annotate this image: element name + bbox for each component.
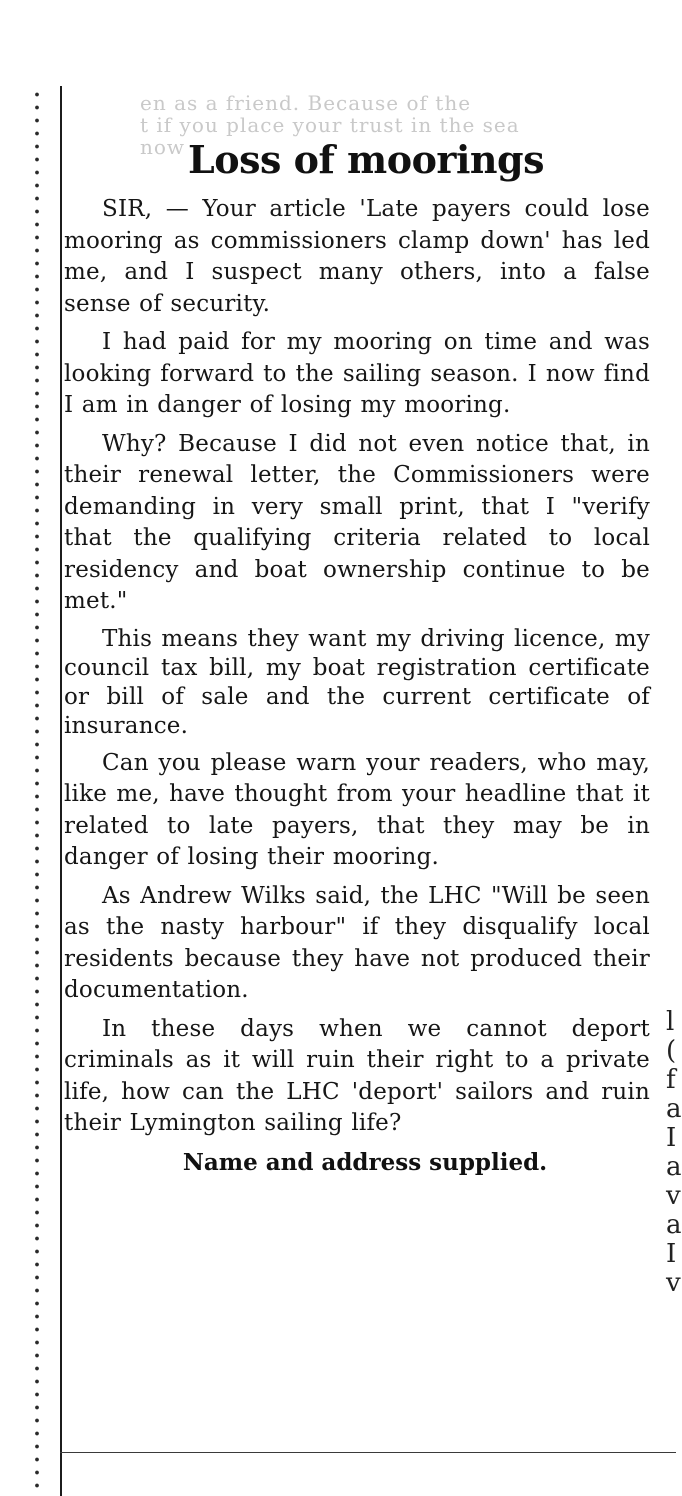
fragment-letter: I [666, 1239, 677, 1269]
fragment-letter: f [666, 1065, 676, 1095]
letter-paragraph-3: Why? Because I did not even notice that, in their renewal letter, the Commissioners were demanding in very small print, that I "verify that the qualifying criteria related to local residency and boat ownership continue to be met." [64, 430, 650, 614]
fragment-letter: a [666, 1210, 682, 1240]
fragment-letter: a [666, 1152, 682, 1182]
fragment-letter: v [666, 1181, 681, 1211]
letter-paragraph-2: I had paid for my mooring on time and was looking forward to the sailing season. I now find I am in danger of losing my mooring. [64, 329, 650, 418]
fragment-letter: ( [666, 1036, 677, 1066]
column-rule-left [60, 86, 62, 1496]
letter-paragraph-7: In these days when we cannot deport criminals as it will ruin their right to a private life, how can the LHC 'deport' sailors and ruin their Lymington sailing life? [64, 1015, 650, 1136]
fragment-letter: a [666, 1094, 682, 1124]
letter-article [64, 136, 650, 1178]
letter-paragraph-4: This means they want my driving licence, my council tax bill, my boat registration certificate or bill of sale and the current certificate of insurance. [64, 625, 650, 739]
perforation-dots [34, 88, 40, 1488]
fragment-letter: l [666, 1007, 675, 1037]
letter-paragraph-5: Can you please warn your readers, who may, like me, have thought from your headline that it related to late payers, that they may be in danger of losing their mooring. [64, 749, 650, 870]
letter-paragraph-6: As Andrew Wilks said, the LHC "Will be seen as the nasty harbour" if they disqualify local residents because they have not produced their documentation. [64, 882, 650, 1003]
article-headline: Loss of moorings [188, 137, 544, 182]
letter-signature: Name and address supplied. [182, 1148, 548, 1176]
fragment-letter: I [666, 1123, 677, 1153]
fragment-letter: v [666, 1268, 681, 1298]
neighbor-column-fragment [666, 1007, 682, 1298]
bleed-line: en as a friend. Because of the [140, 91, 472, 115]
bleed-line: t if you place your trust in the sea [140, 113, 520, 137]
bleed-line: now [140, 135, 186, 159]
letter-paragraph-1: SIR, — Your article 'Late payers could lose mooring as commissioners clamp down' has led me, and I suspect many others, into a false sense of security. [64, 196, 650, 317]
column-rule-bottom [60, 1452, 676, 1453]
